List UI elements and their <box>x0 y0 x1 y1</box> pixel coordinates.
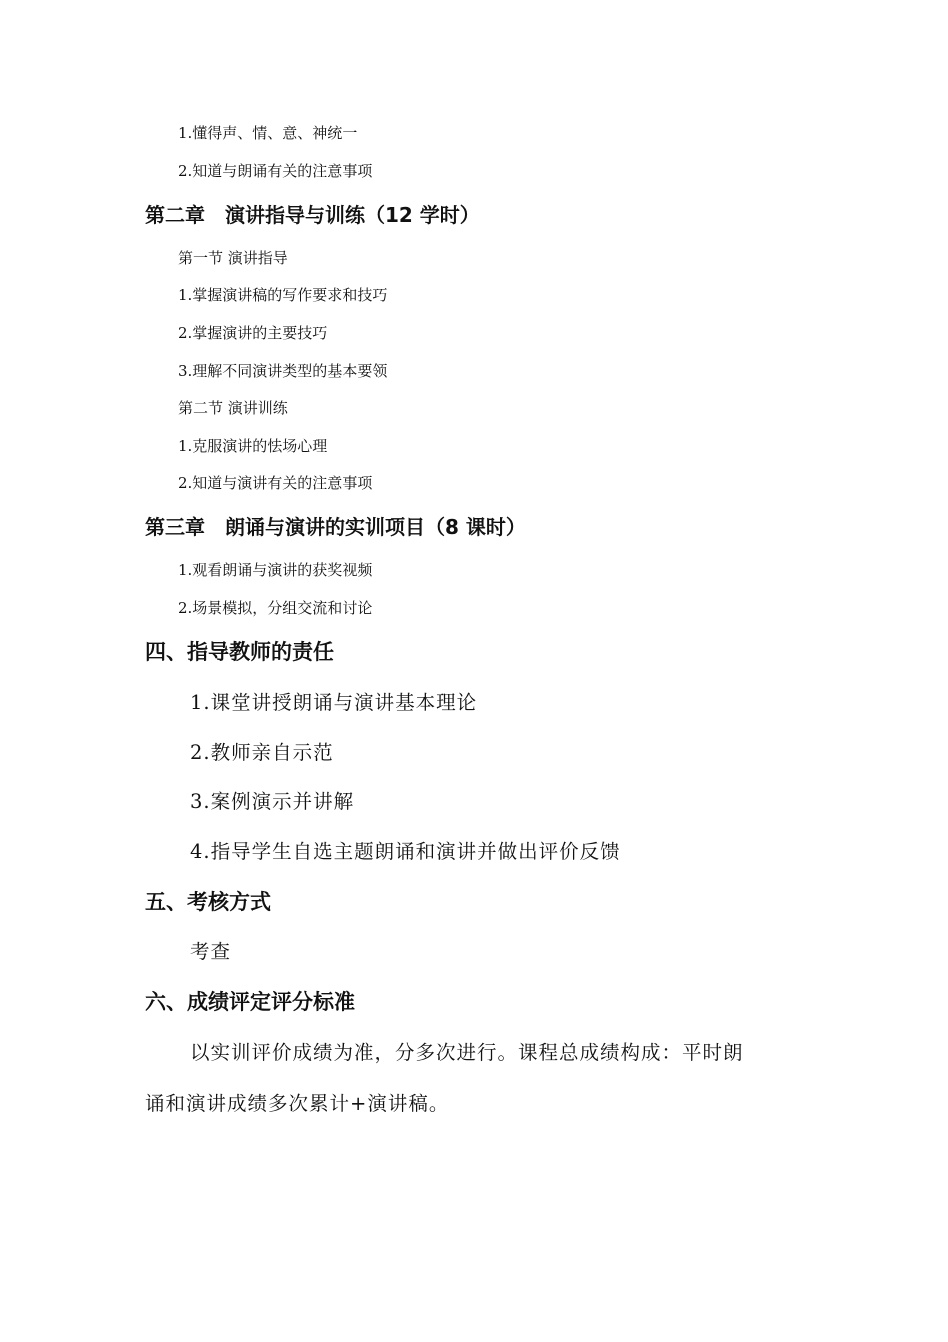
section-subheading: 第一节 演讲指导 <box>178 249 288 267</box>
body-text: 考查 <box>190 940 232 963</box>
list-item: 2.场景模拟，分组交流和讨论 <box>178 599 373 617</box>
list-item: 1.掌握演讲稿的写作要求和技巧 <box>178 286 388 304</box>
chapter-heading: 第二章 演讲指导与训练（12 学时） <box>145 203 480 227</box>
section-heading: 四、指导教师的责任 <box>145 640 334 664</box>
list-item: 3.理解不同演讲类型的基本要领 <box>178 362 388 380</box>
list-item: 1.观看朗诵与演讲的获奖视频 <box>178 561 373 579</box>
list-item: 1.克服演讲的怯场心理 <box>178 437 328 455</box>
body-text: 诵和演讲成绩多次累计+演讲稿。 <box>145 1092 450 1115</box>
list-item: 1.课堂讲授朗诵与演讲基本理论 <box>190 691 478 714</box>
list-item: 2.知道与朗诵有关的注意事项 <box>178 162 373 180</box>
section-heading: 六、成绩评定评分标准 <box>145 990 355 1014</box>
section-heading: 五、考核方式 <box>145 890 271 914</box>
section-subheading: 第二节 演讲训练 <box>178 399 288 417</box>
list-item: 2.教师亲自示范 <box>190 741 334 764</box>
chapter-heading: 第三章 朗诵与演讲的实训项目（8 课时） <box>145 515 526 539</box>
list-item: 4.指导学生自选主题朗诵和演讲并做出评价反馈 <box>190 840 621 863</box>
list-item: 2.知道与演讲有关的注意事项 <box>178 474 373 492</box>
list-item: 1.懂得声、情、意、神统一 <box>178 124 358 142</box>
list-item: 3.案例演示并讲解 <box>190 790 355 813</box>
list-item: 2.掌握演讲的主要技巧 <box>178 324 328 342</box>
body-text: 以实训评价成绩为准，分多次进行。课程总成绩构成：平时朗 <box>190 1041 744 1064</box>
